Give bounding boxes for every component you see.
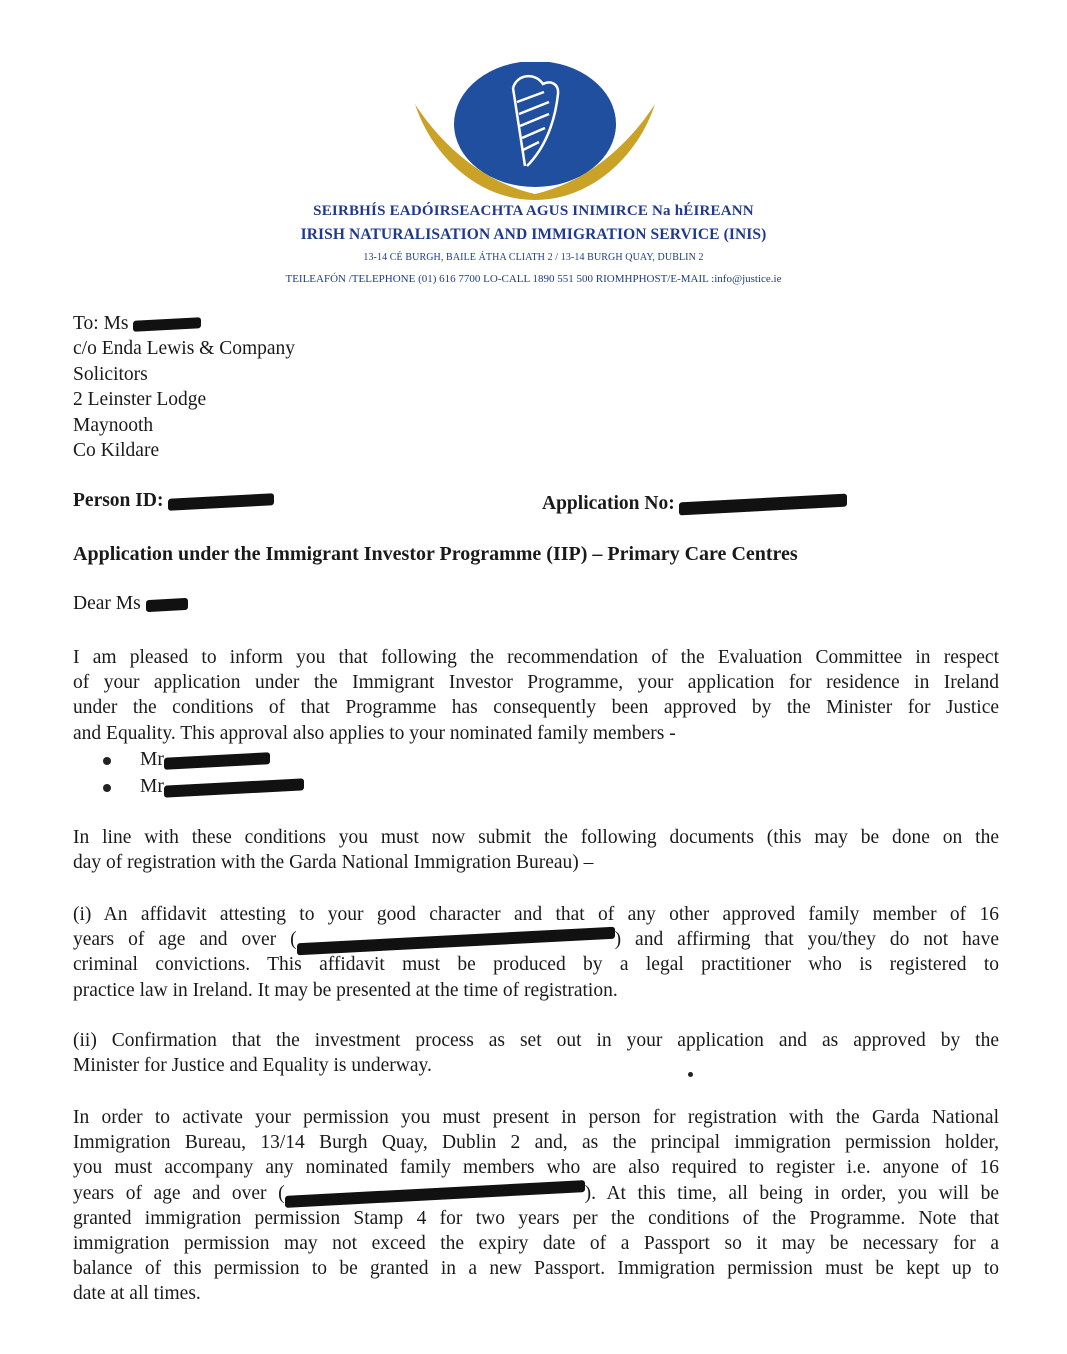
application-number	[542, 493, 847, 515]
recipient-line: 2 Leinster Lodge	[73, 389, 207, 411]
redaction-mark	[679, 494, 847, 516]
investment-paragraph	[73, 1028, 999, 1078]
application-number-label: Application No:	[542, 493, 675, 514]
recipient-line: Co Kildare	[73, 440, 160, 462]
person-id-label: Person ID:	[73, 490, 164, 511]
paragraph-line: immigration permission may not exceed the expiry date of a Passport so it may be necessary for a	[73, 1233, 999, 1255]
paragraph-line	[73, 1181, 999, 1206]
paragraph-line: In order to activate your permission you must present in person for registration with the Garda National	[73, 1107, 999, 1128]
family-members-list	[103, 746, 304, 800]
list-item	[103, 773, 304, 800]
paragraph-line: date at all times.	[73, 1283, 201, 1305]
redaction-mark	[164, 778, 304, 797]
paragraph-line: balance of this permission to be granted in a new Passport. Immigration permission must be kept up to	[73, 1258, 999, 1280]
letterhead-english-name: IRISH NATURALISATION AND IMMIGRATION SERVICE (INIS)	[300, 226, 767, 243]
ink-speck	[688, 1072, 693, 1077]
redaction-mark	[164, 752, 270, 770]
letterhead-contact: TEILEAFÓN /TELEPHONE (01) 616 7700 LO-CALL 1890 551 500 RIOMHPHOST/E-MAIL :info@justice.ie	[285, 273, 782, 285]
paragraph-line: and Equality. This approval also applies to your nominated family members -	[73, 722, 676, 744]
subject-heading: Application under the Immigrant Investor Programme (IIP) – Primary Care Centres	[73, 543, 798, 565]
paragraph-line: (i) An affidavit attesting to your good character and that of any other approved family member of 16	[73, 904, 999, 925]
bullet-icon	[103, 773, 140, 800]
registration-paragraph	[73, 1105, 999, 1307]
paragraph-text: years of age and over (	[73, 929, 297, 951]
salutation-text: Dear Ms	[73, 593, 141, 614]
letterhead-irish-name: SEIRBHÍS EADÓIRSEACHTA AGUS INIMIRCE Na hÉIREANN	[313, 203, 754, 219]
paragraph-line: under the conditions of that Programme has consequently been approved by the Minister for Justice	[73, 697, 999, 719]
paragraph-line: you must accompany any nominated family members who are also required to register i.e. anyone of 16	[73, 1157, 999, 1179]
person-id	[73, 490, 274, 512]
documents-intro-paragraph	[73, 825, 999, 875]
paragraph-line: practice law in Ireland. It may be presented at the time of registration.	[73, 979, 618, 1001]
paragraph-text: ). At this time, all being in order, you will be	[584, 1182, 999, 1204]
paragraph-line: Minister for Justice and Equality is underway.	[73, 1055, 432, 1077]
paragraph-line	[73, 927, 999, 952]
redaction-mark	[297, 926, 615, 955]
approval-paragraph	[73, 645, 999, 746]
paragraph-line: (ii) Confirmation that the investment process as set out in your application and as approved by the	[73, 1030, 999, 1051]
harp-emblem-icon	[413, 62, 657, 200]
family-member-title: Mr	[140, 749, 164, 770]
recipient-line: Solicitors	[73, 363, 148, 385]
redaction-mark	[133, 317, 201, 332]
recipient-address	[73, 311, 295, 463]
recipient-to-label: To: Ms	[73, 313, 129, 334]
affidavit-paragraph	[73, 902, 999, 1003]
recipient-line: Maynooth	[73, 414, 154, 436]
salutation	[73, 593, 188, 615]
paragraph-line: I am pleased to inform you that following the recommendation of the Evaluation Committee in respect	[73, 647, 999, 668]
list-item	[103, 746, 304, 773]
paragraph-text: ) and affirming that you/they do not have	[614, 929, 999, 951]
redaction-mark	[146, 597, 188, 611]
paragraph-line: In line with these conditions you must now submit the following documents (this may be done on the	[73, 827, 999, 848]
bullet-icon	[103, 746, 140, 773]
redaction-mark	[285, 1180, 585, 1208]
letterhead-address: 13-14 CÉ BURGH, BAILE ÁTHA CLIATH 2 / 13-14 BURGH QUAY, DUBLIN 2	[363, 252, 704, 263]
paragraph-line: criminal convictions. This affidavit must be produced by a legal practitioner who is registered to	[73, 954, 999, 976]
paragraph-line: granted immigration permission Stamp 4 for two years per the conditions of the Programme. Note that	[73, 1207, 999, 1229]
paragraph-line: of your application under the Immigrant Investor Programme, your application for residence in Ireland	[73, 672, 999, 694]
recipient-line: c/o Enda Lewis & Company	[73, 338, 296, 360]
paragraph-line: day of registration with the Garda National Immigration Bureau) –	[73, 852, 594, 874]
family-member-title: Mr	[140, 776, 164, 797]
paragraph-text: years of age and over (	[73, 1182, 285, 1204]
paragraph-line: Immigration Bureau, 13/14 Burgh Quay, Dublin 2 and, as the principal immigration permission holder,	[73, 1132, 999, 1154]
recipient-to-line	[73, 311, 295, 336]
redaction-mark	[168, 493, 274, 511]
